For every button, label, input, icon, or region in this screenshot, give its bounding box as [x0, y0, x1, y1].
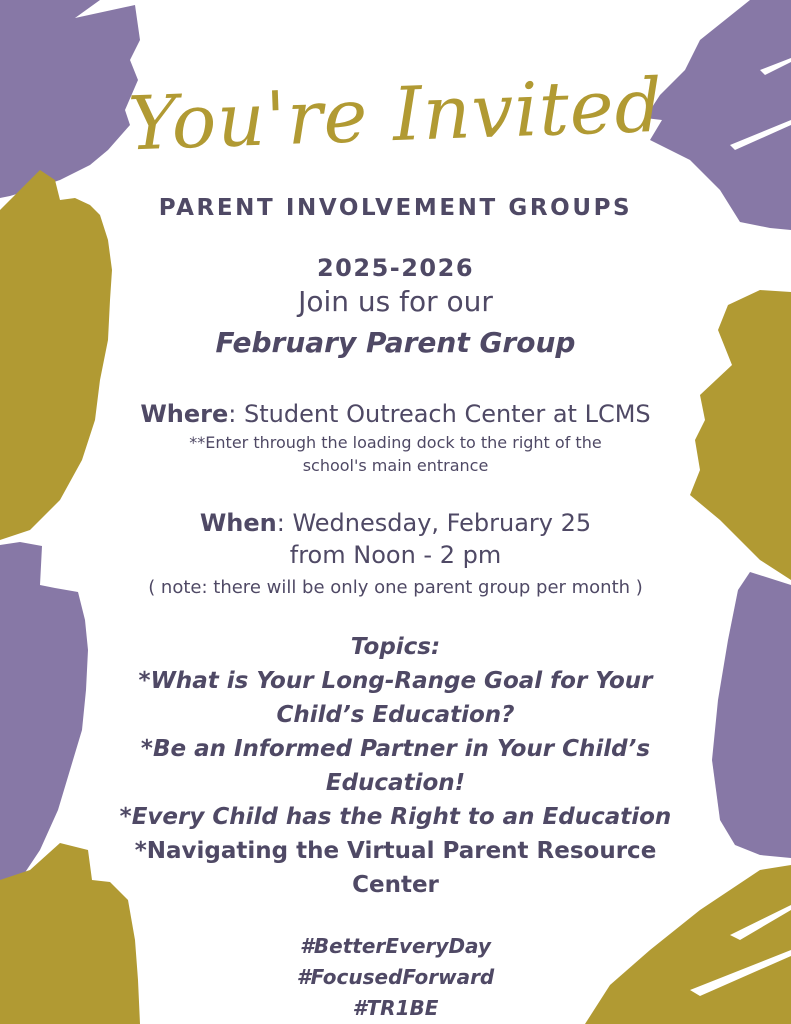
hashtag: #BetterEveryDay: [300, 934, 491, 958]
topic-line: Education!: [325, 770, 466, 796]
event-name: February Parent Group: [215, 326, 576, 359]
where-line: [0, 400, 791, 428]
topic-line: *What is Your Long-Range Goal for Your: [138, 668, 653, 694]
invitation-title: You're Invited: [126, 62, 665, 168]
topics-heading: Topics:: [350, 634, 441, 660]
topic-line: *Be an Informed Partner in Your Child’s: [140, 736, 651, 762]
where-label: Where: [140, 400, 229, 428]
where-value: : Student Outreach Center at LCMS: [228, 400, 651, 428]
hashtag: #FocusedForward: [296, 965, 495, 989]
where-note-line-1: **Enter through the loading dock to the right of the: [189, 433, 602, 452]
topic-line: *Navigating the Virtual Parent Resource: [134, 838, 657, 864]
topic-line: Child’s Education?: [276, 702, 515, 728]
topic-line: *Every Child has the Right to an Education: [119, 804, 672, 830]
group-name-heading: PARENT INVOLVEMENT GROUPS: [158, 195, 633, 221]
school-year: 2025-2026: [316, 254, 475, 282]
where-note-line-2: school's main entrance: [302, 456, 489, 475]
when-label: When: [199, 509, 277, 537]
when-line: [0, 509, 791, 537]
event-time: from Noon - 2 pm: [289, 541, 502, 569]
hashtag: #TR1BE: [352, 996, 439, 1020]
join-us-text: Join us for our: [298, 285, 493, 318]
topic-line: Center: [352, 872, 439, 898]
frequency-note: ( note: there will be only one parent group per month ): [148, 577, 643, 598]
when-value: : Wednesday, February 25: [276, 509, 592, 537]
